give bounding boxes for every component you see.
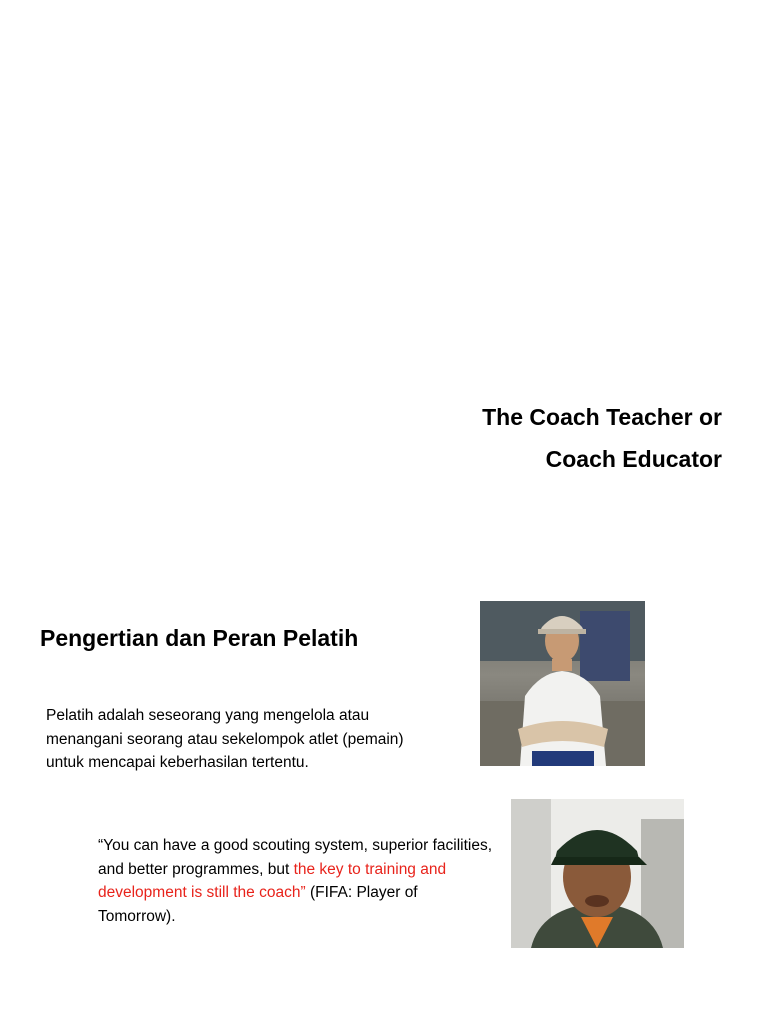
section-heading: Pengertian dan Peran Pelatih (40, 625, 359, 651)
definition-paragraph: Pelatih adalah seseorang yang mengelola atau menangani seorang atau sekelompok atlet (pemain) untuk mencapai keberhasilan tertentu. (46, 707, 404, 771)
coach-photo-portrait (511, 799, 684, 948)
coach-quote (98, 834, 493, 928)
quote-text-end: (FIFA: Player of Tomorrow). (98, 884, 418, 925)
title-line-2: Coach Educator (545, 446, 722, 472)
coach-photo-arms-crossed (480, 601, 645, 766)
quote-text-start: “You can have a good scouting system, superior facilities, and better programmes, but (98, 837, 493, 878)
title-line-1: The Coach Teacher or (482, 404, 722, 430)
quote-highlight: the key to training and development is still the coach” (98, 860, 447, 901)
document-title (342, 396, 722, 480)
